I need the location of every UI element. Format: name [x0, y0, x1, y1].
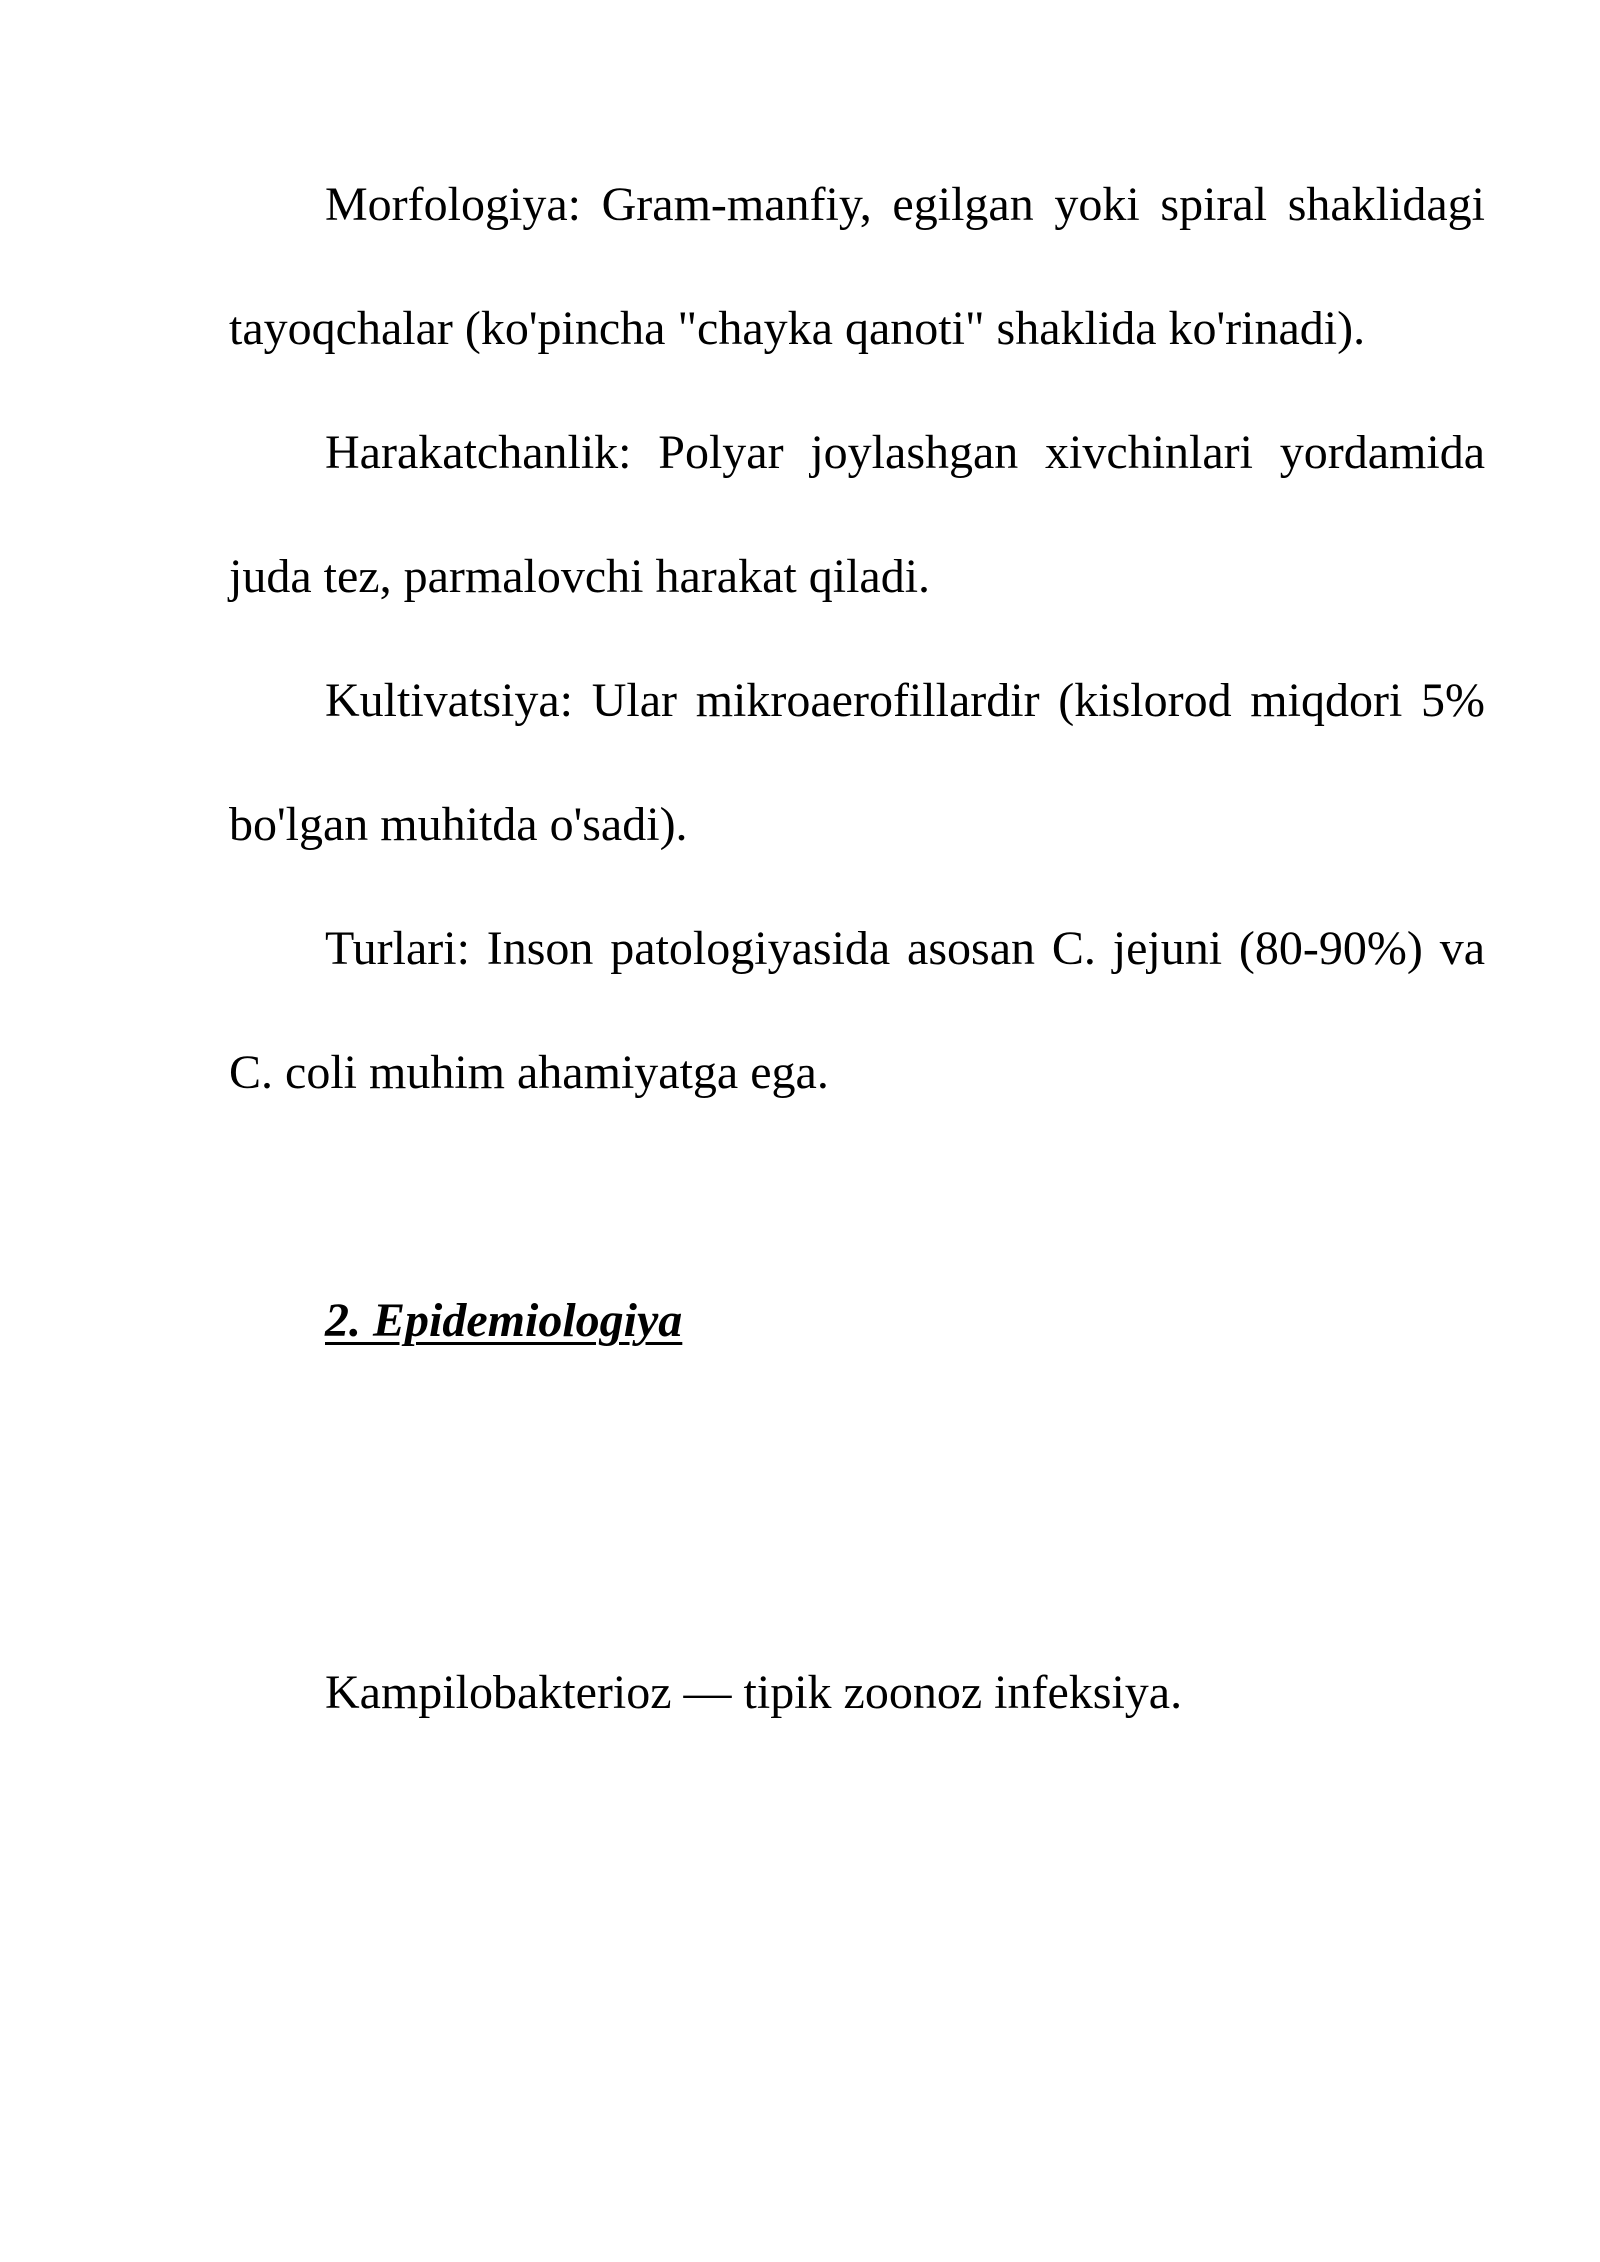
section-heading-epidemiologiya: 2. Epidemiologiya [325, 1294, 683, 1347]
page-content [229, 143, 1485, 1755]
paragraph-turlari: Turlari: Inson patologiyasida asosan C. jejuni (80-90%) va C. coli muhim ahamiyatga ega. [229, 922, 1485, 1099]
paragraph-harakatchanlik: Harakatchanlik: Polyar joylashgan xivchinlari yordamida juda tez, parmalovchi harakat qiladi. [229, 426, 1485, 603]
paragraph-morfologiya: Morfologiya: Gram-manfiy, egilgan yoki spiral shaklidagi tayoqchalar (ko'pincha "chayka qanoti" shaklida ko'rinadi). [229, 178, 1485, 355]
paragraph-kultivatsiya: Kultivatsiya: Ular mikroaerofillardir (kislorod miqdori 5% bo'lgan muhitda o'sadi). [229, 674, 1485, 851]
paragraph-kampilobakterioz: Kampilobakterioz — tipik zoonoz infeksiya. [325, 1666, 1183, 1719]
